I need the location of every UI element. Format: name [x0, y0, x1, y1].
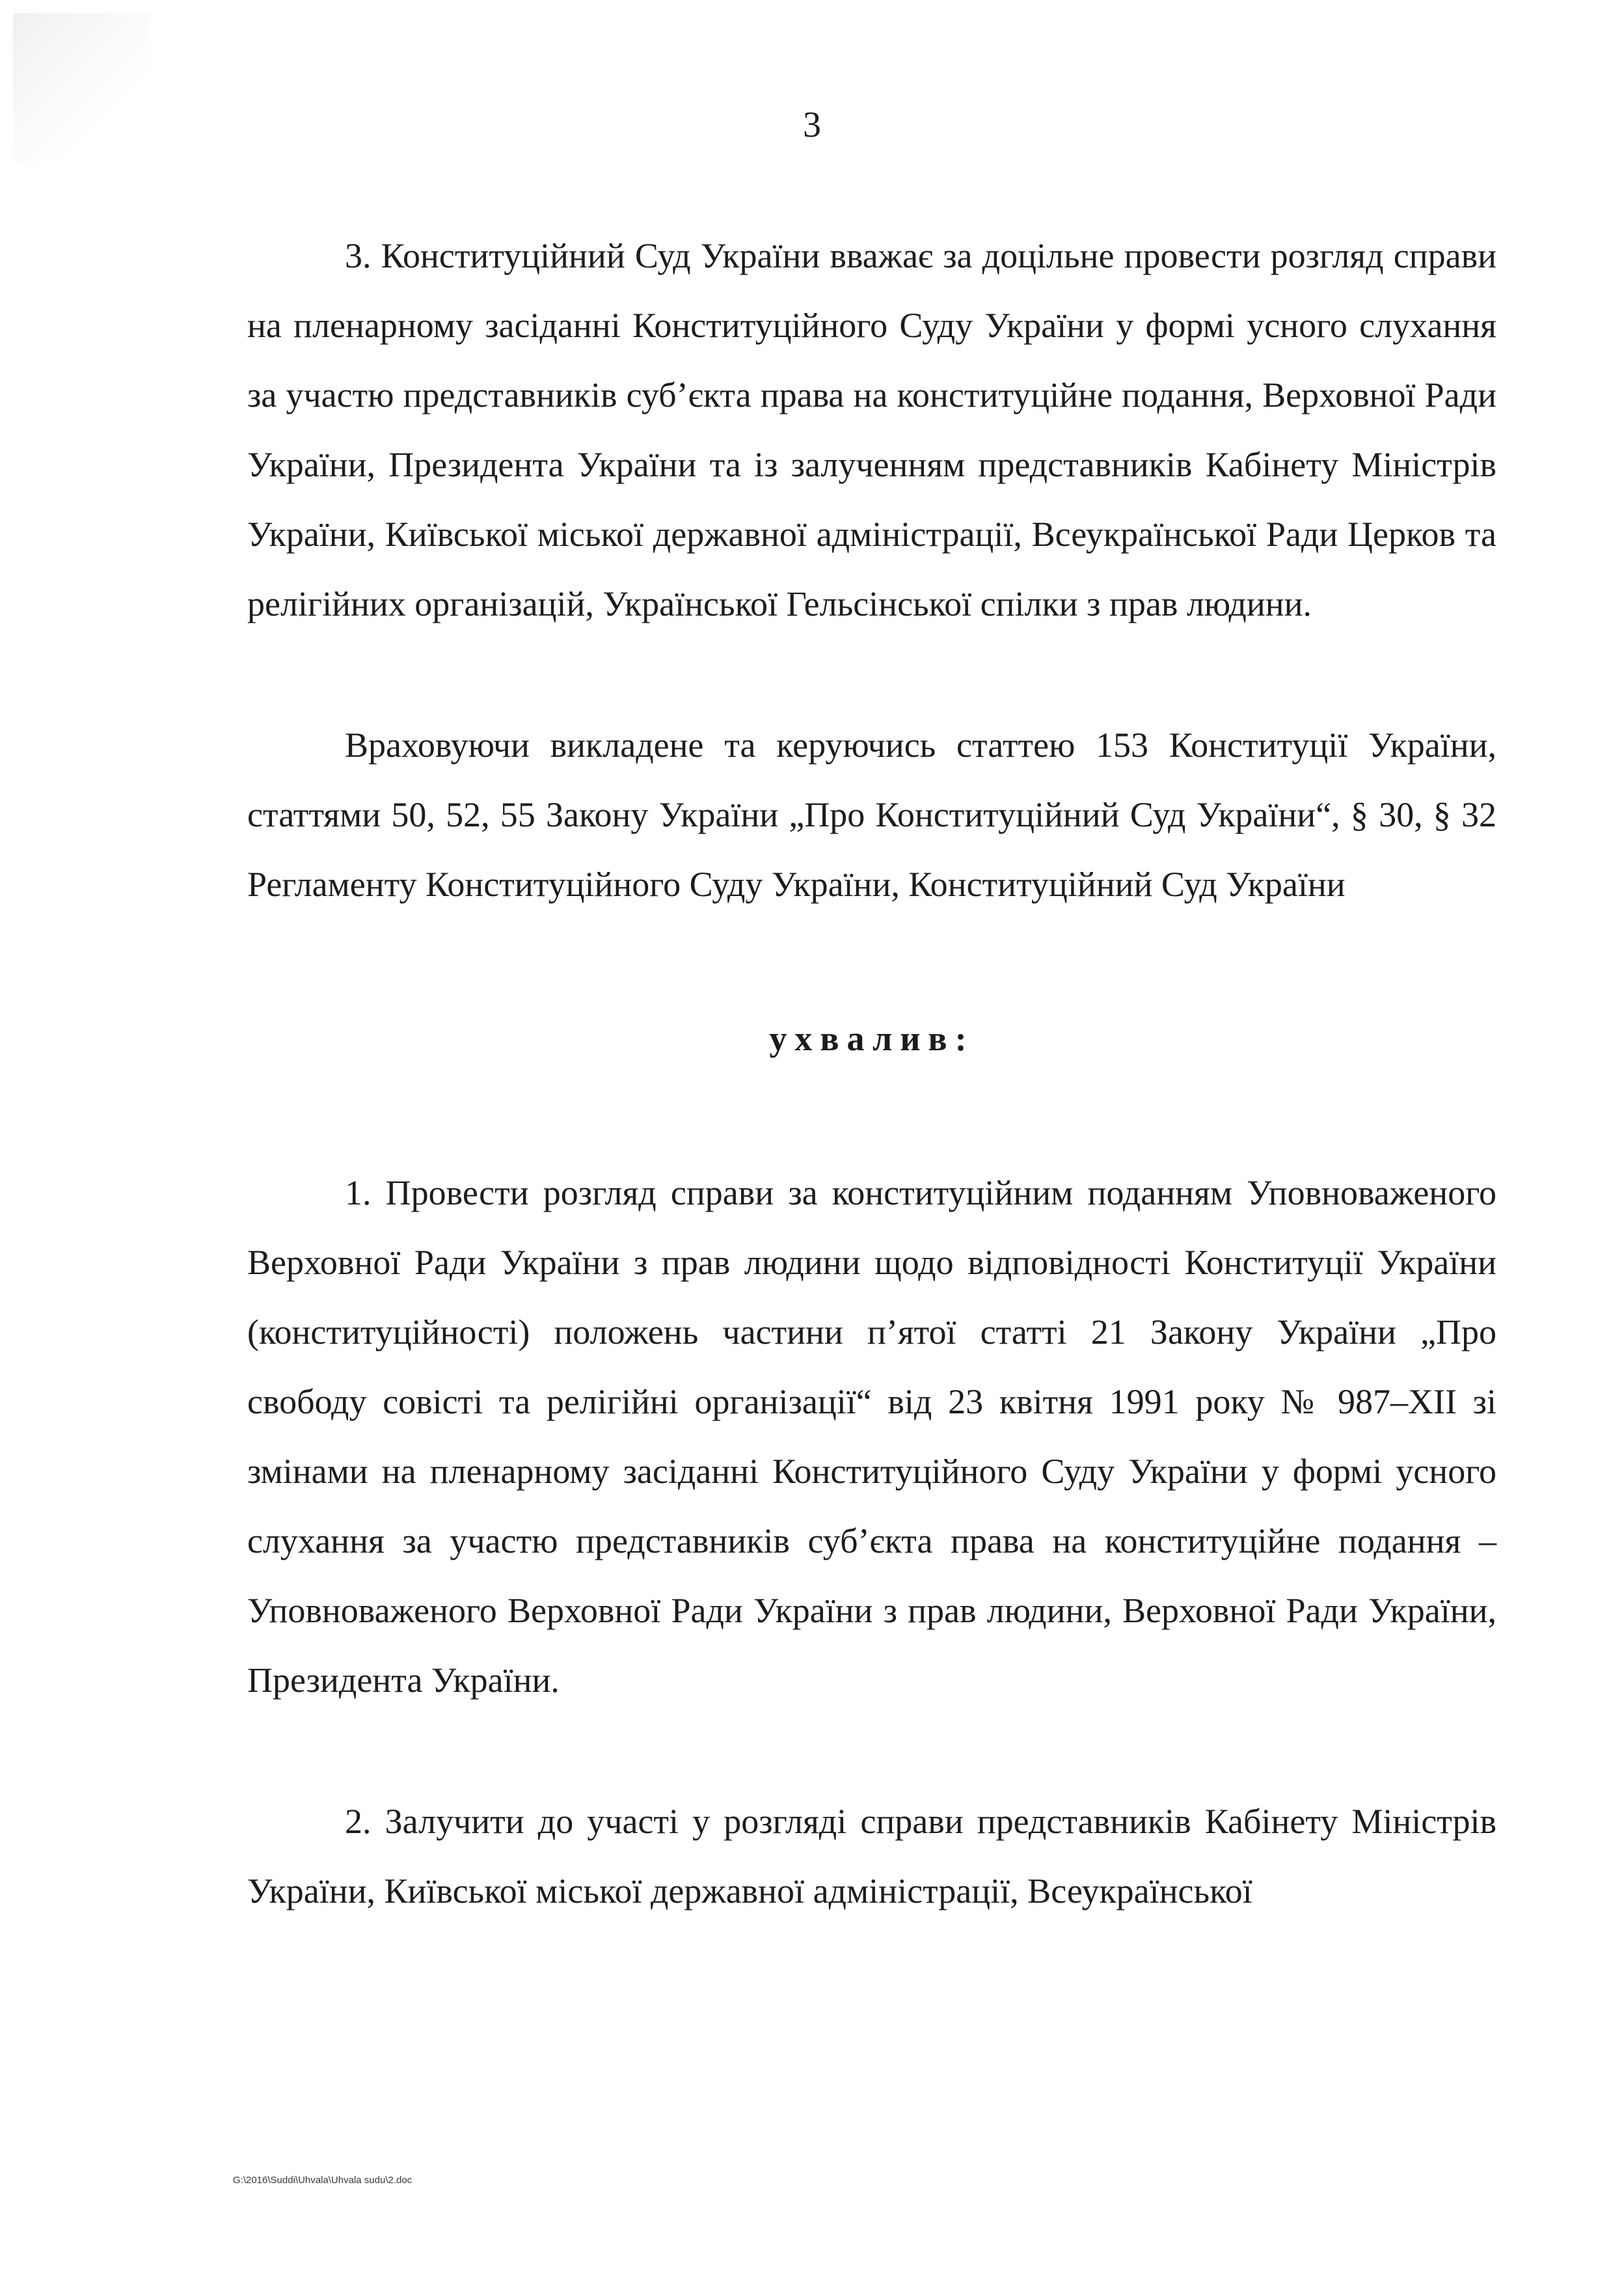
file-path-footer: G:\2016\Suddi\Uhvala\Uhvala sudu\2.doc: [233, 2175, 413, 2186]
page-number: 3: [803, 105, 821, 145]
paragraph-legal-basis: Враховуючи викладене та керуючись статтею 153 Конституції України, статтями 50, 52, 55 Закону України „Про Конституційний Суд України“, § 30, § 32 Регламенту Конституційного Суду України, Конституційний Суд України: [247, 726, 1496, 904]
document-body: [247, 221, 1496, 1926]
decision-item-1: 1. Провести розгляд справи за конституційним поданням Уповноваженого Верховної Ради України з прав людини щодо відповідності Конституції України (конституційності) положень частини п’ятої статті 21 Закону України „Про свободу совісті та релігійні організації“ від 23 квітня 1991 року № 987–XII зі змінами на пленарному засіданні Конституційного Суду України у формі усного слухання за участю представників суб’єкта права на конституційне подання – Уповноваженого Верховної Ради України з прав людини, Верховної Ради України, Президента України.: [247, 1173, 1496, 1700]
paragraph-court-consideration: 3. Конституційний Суд України вважає за доцільне провести розгляд справи на пленарному засіданні Конституційного Суду України у формі усного слухання за участю представників суб’єкта права на конституційне подання, Верховної Ради України, Президента України та із залученням представників Кабінету Міністрів України, Київської міської державної адміністрації, Всеукраїнської Ради Церков та релігійних організацій, Української Гельсінської спілки з прав людини.: [247, 236, 1496, 623]
decision-item-2: 2. Залучити до участі у розгляді справи представників Кабінету Міністрів України, Київської міської державної адміністрації, Всеукраїнської: [247, 1802, 1496, 1910]
decision-heading: ухвалив:: [769, 1019, 975, 1058]
